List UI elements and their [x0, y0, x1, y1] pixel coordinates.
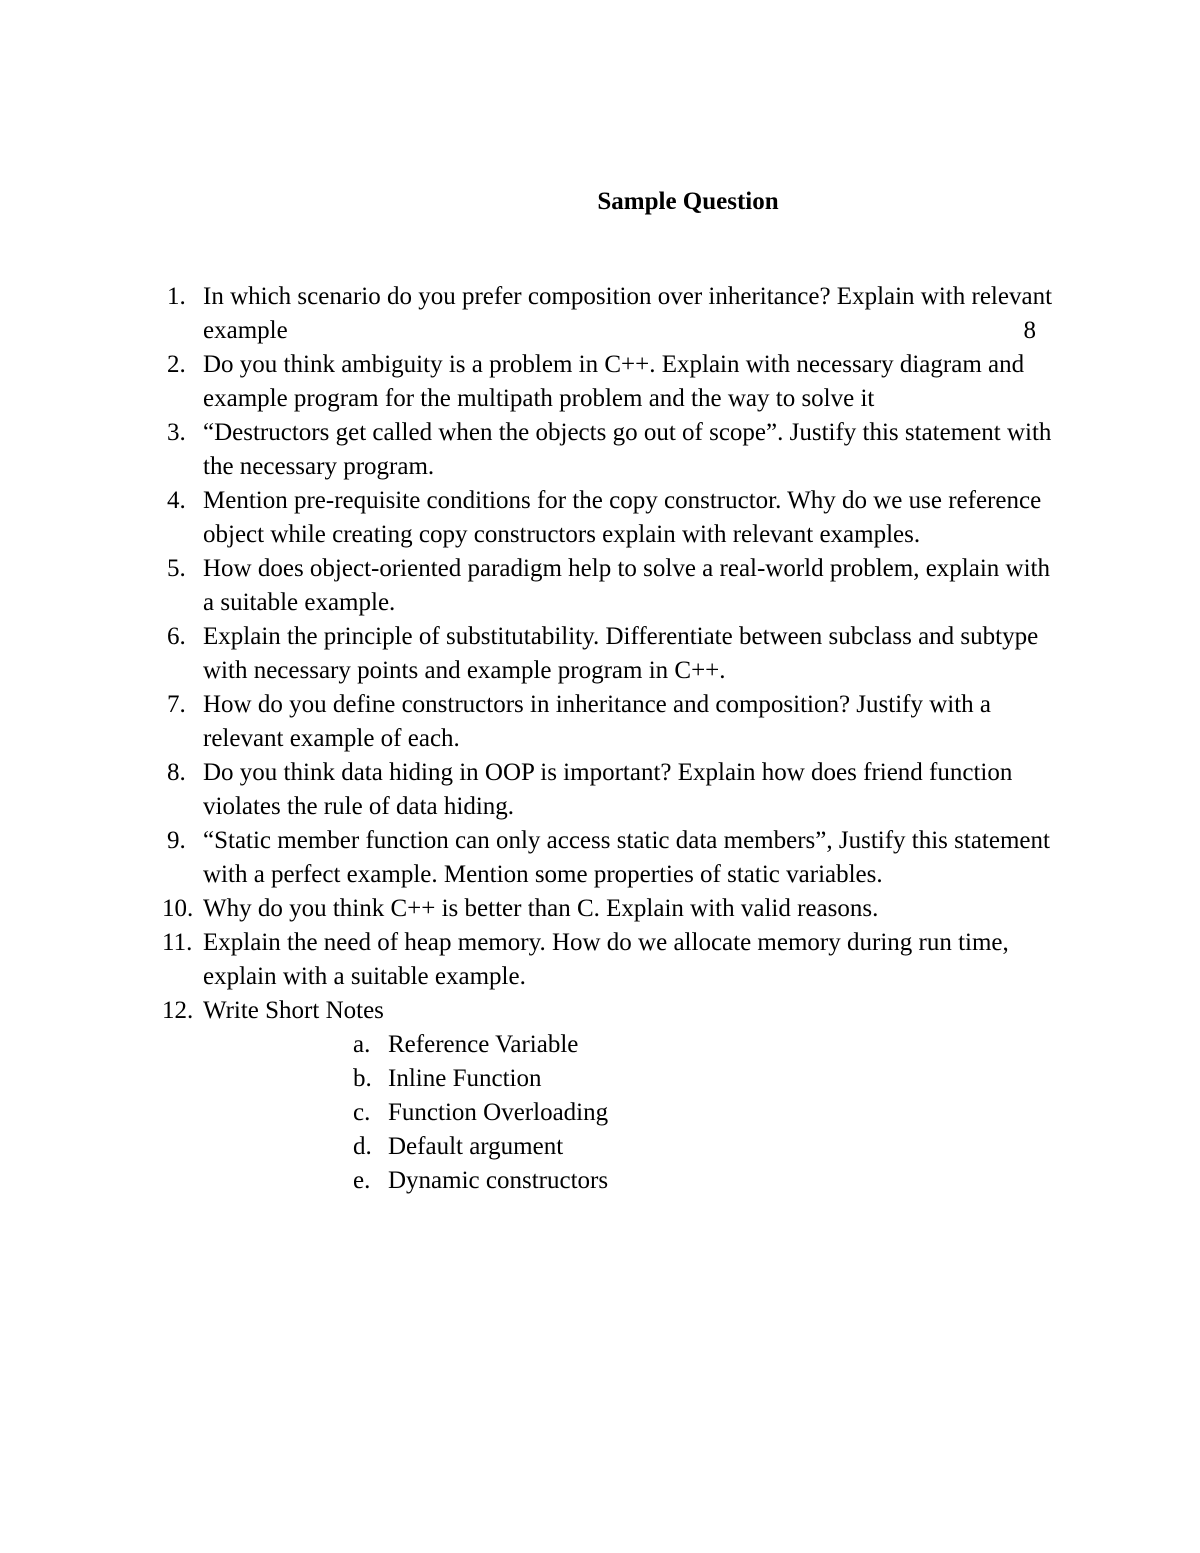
question-item	[140, 620, 1060, 688]
short-notes-container	[140, 1028, 1060, 1198]
question-text: Do you think ambiguity is a problem in C++. Explain with necessary diagram and example program for the multipath problem and the way to solve it	[203, 351, 1025, 412]
page-title: Sample Question	[597, 188, 779, 215]
short-note-text: Default argument	[388, 1133, 564, 1160]
short-note-letter: c.	[353, 1099, 371, 1126]
question-number: 12.	[162, 997, 194, 1024]
question-number: 4.	[167, 487, 186, 514]
short-note-item	[140, 1164, 1060, 1198]
question-item	[140, 552, 1060, 620]
short-note-text: Inline Function	[388, 1065, 542, 1092]
question-text: Why do you think C++ is better than C. Explain with valid reasons.	[203, 895, 879, 922]
question-item	[140, 280, 1060, 348]
short-note-letter: a.	[353, 1031, 371, 1058]
question-text: Explain the need of heap memory. How do we allocate memory during run time, explain with a suitable example.	[203, 929, 1009, 990]
question-item	[140, 348, 1060, 416]
short-note-text: Function Overloading	[388, 1099, 609, 1126]
question-number: 7.	[167, 691, 186, 718]
question-text: Write Short Notes	[203, 997, 384, 1024]
short-note-item	[140, 1062, 1060, 1096]
question-item	[140, 688, 1060, 756]
question-text: In which scenario do you prefer composition over inheritance? Explain with relevant example	[203, 283, 1053, 344]
question-number: 1.	[167, 283, 186, 310]
question-number: 6.	[167, 623, 186, 650]
question-item	[140, 824, 1060, 892]
question-list	[140, 280, 1060, 1198]
short-note-letter: d.	[353, 1133, 372, 1160]
question-number: 8.	[167, 759, 186, 786]
short-note-text: Reference Variable	[388, 1031, 579, 1058]
question-text: “Static member function can only access static data members”, Justify this statement with a perfect example. Mention some properties of static variables.	[203, 827, 1050, 888]
question-text: How do you define constructors in inheritance and composition? Justify with a relevant example of each.	[203, 691, 992, 752]
short-note-item	[140, 1096, 1060, 1130]
question-item	[140, 994, 1060, 1028]
short-note-letter: b.	[353, 1065, 372, 1092]
question-number: 10.	[162, 895, 194, 922]
question-number: 5.	[167, 555, 186, 582]
short-notes-list	[140, 1028, 1060, 1198]
question-item	[140, 892, 1060, 926]
question-number: 11.	[162, 929, 193, 956]
question-text: Explain the principle of substitutability. Differentiate between subclass and subtype with necessary points and example program in C++.	[203, 623, 1039, 684]
question-item	[140, 756, 1060, 824]
short-note-item	[140, 1130, 1060, 1164]
question-text: How does object-oriented paradigm help to solve a real-world problem, explain with a suitable example.	[203, 555, 1050, 616]
question-item	[140, 926, 1060, 994]
question-number: 9.	[167, 827, 186, 854]
question-item	[140, 416, 1060, 484]
question-text: Mention pre-requisite conditions for the copy constructor. Why do we use reference object while creating copy constructors explain with relevant examples.	[203, 487, 1042, 548]
question-number: 2.	[167, 351, 186, 378]
question-item	[140, 484, 1060, 552]
question-text: Do you think data hiding in OOP is important? Explain how does friend function violates the rule of data hiding.	[203, 759, 1013, 820]
short-note-item	[140, 1028, 1060, 1062]
question-number: 3.	[167, 419, 186, 446]
short-note-letter: e.	[353, 1167, 371, 1194]
short-note-text: Dynamic constructors	[388, 1167, 609, 1194]
question-text: “Destructors get called when the objects go out of scope”. Justify this statement with the necessary program.	[203, 419, 1052, 480]
question-marks: 8	[1023, 317, 1036, 344]
